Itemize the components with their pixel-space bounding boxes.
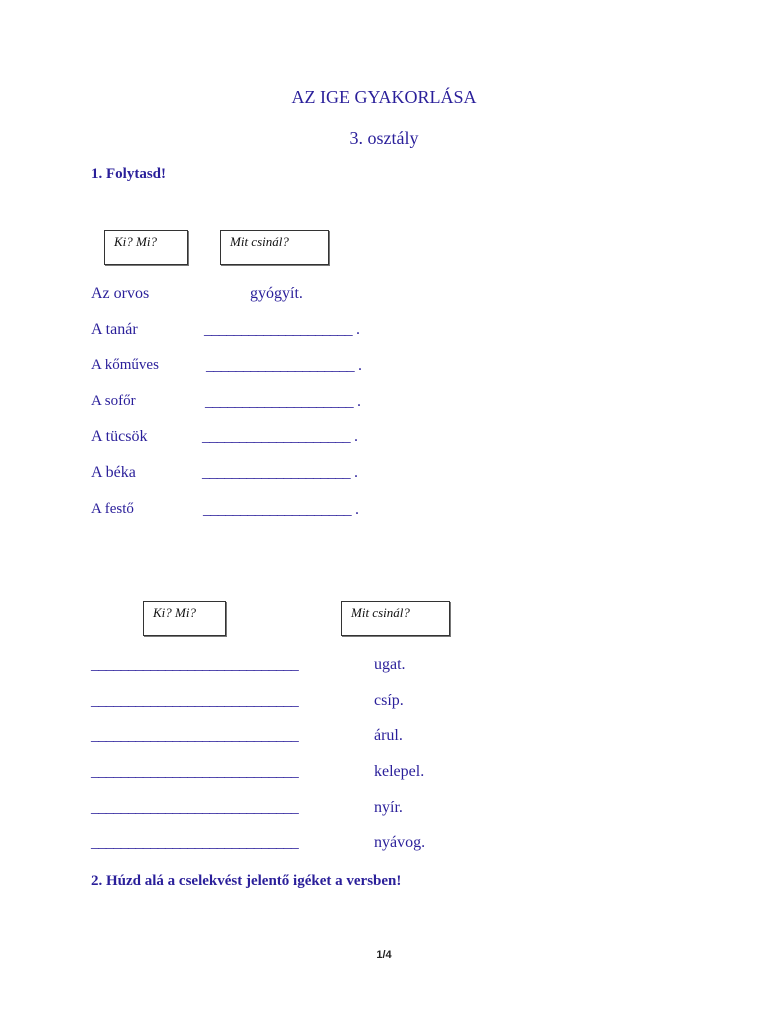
row-subject: A béka — [91, 464, 136, 481]
blank-line[interactable] — [203, 501, 359, 519]
subject-row — [91, 501, 134, 518]
who-box-2-label: Ki? Mi? — [153, 605, 196, 620]
task2-heading: 2. Húzd alá a cselekvést jelentő igéket a versben! — [91, 873, 402, 889]
what-box-2-label: Mit csinál? — [351, 605, 410, 620]
what-box-2 — [341, 601, 450, 636]
blank-line[interactable] — [206, 357, 362, 375]
period: . — [357, 393, 362, 410]
subject-row — [91, 464, 136, 482]
blank-line[interactable] — [205, 393, 361, 411]
blank[interactable]: ____________________ — [203, 501, 352, 518]
period: . — [358, 357, 363, 374]
example-verb: gyógyít. — [250, 285, 303, 302]
verb-label: nyír. — [374, 799, 403, 816]
blank[interactable]: ____________________________ — [91, 727, 299, 744]
answer-blank[interactable] — [91, 656, 298, 674]
blank[interactable]: ____________________ — [202, 428, 351, 445]
example-subject: Az orvos — [91, 285, 150, 302]
task1-heading: 1. Folytasd! — [91, 166, 166, 182]
blank-line[interactable] — [202, 428, 358, 446]
period: . — [354, 428, 359, 445]
subject-row — [91, 321, 138, 339]
page-subtitle: 3. osztály — [349, 128, 419, 148]
row-subject: A festő — [91, 501, 134, 517]
who-box — [104, 230, 188, 265]
page-title: AZ IGE GYAKORLÁSA — [291, 87, 477, 107]
period: . — [354, 464, 359, 481]
who-box-label: Ki? Mi? — [114, 234, 157, 249]
subject-row — [91, 428, 147, 446]
what-box-label: Mit csinál? — [230, 234, 289, 249]
period: . — [355, 501, 360, 518]
blank[interactable]: ____________________________ — [91, 692, 299, 709]
subject-row — [91, 357, 159, 374]
blank[interactable]: ____________________ — [202, 464, 351, 481]
row-subject: A kőműves — [91, 357, 159, 373]
page-number: 1/4 — [376, 949, 392, 961]
blank[interactable]: ____________________________ — [91, 834, 299, 851]
subject-row — [91, 393, 136, 410]
blank-line[interactable] — [202, 464, 358, 482]
verb-label: csíp. — [374, 692, 404, 709]
blank[interactable]: ____________________________ — [91, 763, 299, 780]
blank[interactable]: ____________________ — [205, 393, 354, 410]
blank-line[interactable] — [204, 321, 360, 339]
row-subject: A tücsök — [91, 428, 148, 445]
verb-label: nyávog. — [374, 834, 426, 851]
answer-blank[interactable] — [91, 727, 298, 745]
answer-blank[interactable] — [91, 763, 298, 781]
blank[interactable]: ____________________ — [206, 357, 355, 374]
blank[interactable]: ____________________________ — [91, 656, 299, 673]
period: . — [356, 321, 361, 338]
blank[interactable]: ____________________ — [204, 321, 353, 338]
who-box-2 — [143, 601, 226, 636]
answer-blank[interactable] — [91, 799, 298, 817]
verb-label: ugat. — [374, 656, 406, 673]
verb-label: árul. — [374, 727, 403, 744]
verb-label: kelepel. — [374, 763, 425, 780]
what-box — [220, 230, 329, 265]
row-subject: A tanár — [91, 321, 138, 338]
answer-blank[interactable] — [91, 834, 298, 852]
row-subject: A sofőr — [91, 393, 136, 409]
blank[interactable]: ____________________________ — [91, 799, 299, 816]
answer-blank[interactable] — [91, 692, 298, 710]
